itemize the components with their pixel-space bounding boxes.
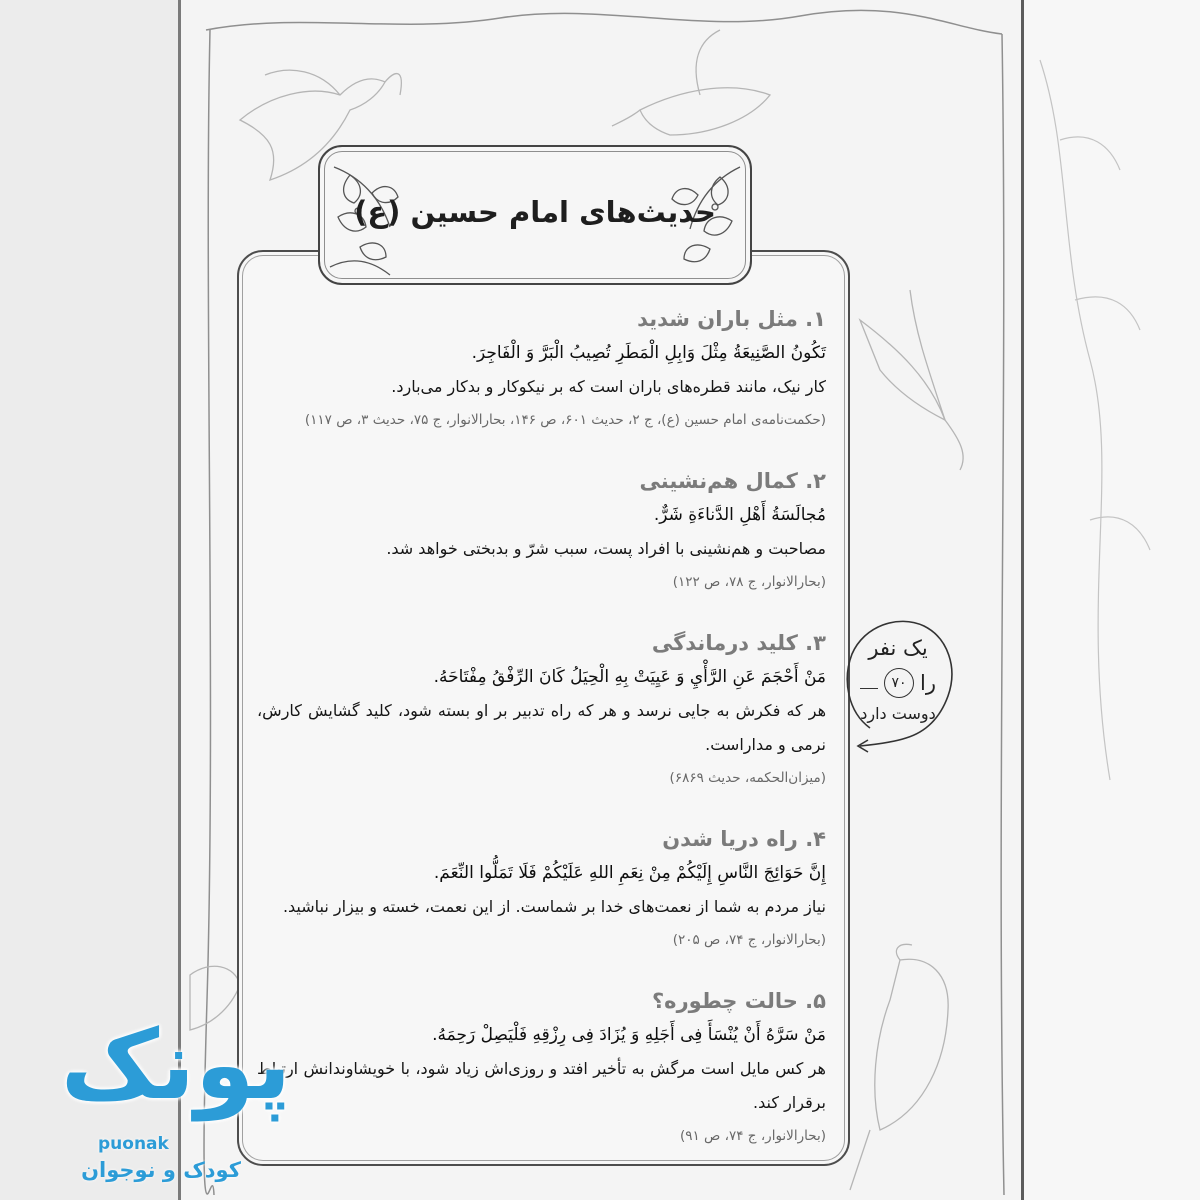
hadith-source: (حکمت‌نامه‌ی امام حسین (ع)، ج ۲، حدیث ۶۰۱، ص ۱۴۶، بحارالانوار، ج ۷۵، حدیث ۳، ص ۱۱۷) [304, 412, 826, 428]
hadith-item-1 [257, 302, 826, 434]
hadith-heading: ۵. حالت چطوره؟ [652, 989, 826, 1013]
hadith-item-3 [257, 626, 826, 792]
side-badge [840, 610, 956, 755]
hadith-source: (بحارالانوار، ج ۷۴، ص ۹۱) [679, 1128, 826, 1144]
bird-sketch-right [860, 290, 963, 470]
hadith-translation: نیاز مردم به شما از نعمت‌های خدا بر شماست. از این نعمت، خسته و بیزار نباشید. [282, 897, 826, 916]
hadith-arabic-text: مَنْ سَرَّهُ أَنْ يُنْسَأَ فِی أَجَلِهِ وَ يُزَادَ فِی رِزْقِهِ فَلْيَصِلْ رَحِمَهُ. [432, 1025, 826, 1045]
logo-tagline: کودک و نوجوان [81, 1158, 241, 1182]
logo-latin-text: puonak [98, 1134, 169, 1154]
hadith-item-5 [257, 984, 826, 1150]
hadith-source: (بحارالانوار، ج ۷۸، ص ۱۲۲) [672, 574, 826, 590]
bird-sketch-top-right [612, 30, 770, 135]
badge-line-3: دوست دارد [860, 704, 936, 723]
hadith-arabic-text: إِنَّ حَوَائِجَ النَّاسِ إِلَيْكُمْ مِنْ نِعَمِ اللهِ عَلَيْكُمْ فَلَا تَمَلُّوا النِّعَمَ. [433, 863, 826, 883]
hadith-arabic-text: تَكُونُ الصَّنِيعَةُ مِثْلَ وَابِلِ الْمَطَرِ تُصِيبُ الْبَرَّ وَ الْفَاجِرَ. [471, 343, 826, 363]
bird-sketch-bottom-right [850, 944, 948, 1190]
hadith-arabic-text: مَنْ أَحْجَمَ عَنِ الرَّأْيِ وَ عَيِيَتْ بِهِ الْحِيَلُ كَانَ الرِّفْقُ مِفْتَاحَهُ. [433, 667, 826, 687]
publisher-logo [36, 1000, 306, 1195]
hadith-translation: هر که فکرش به جایی نرسد و هر که راه تدبیر بر او بسته شود، کلید گشایش کارش، نرمی و مداراست. [257, 701, 826, 754]
page-title: حدیث‌های امام حسین (ع) [354, 195, 716, 229]
plant-sketch-right-page [1040, 60, 1150, 780]
badge-number: ۷۰ [884, 668, 914, 698]
badge-middle-row [840, 668, 956, 698]
hadith-heading: ۲. کمال هم‌نشینی [639, 469, 826, 493]
title-plaque [318, 145, 752, 285]
badge-line-1: یک نفر [868, 636, 928, 660]
hadith-arabic-text: مُجالَسَةُ أَهْلِ الدَّناءَةِ شَرٌّ. [653, 505, 826, 525]
hadith-item-2 [257, 464, 826, 596]
hadith-translation: هر کس مایل است مرگش به تأخیر افتد و روزی‌اش زیاد شود، با خویشاوندانش ارتباط برقرار کند. [257, 1059, 826, 1112]
hadith-list-box [237, 250, 850, 1166]
hadith-heading: ۳. کلید درماندگی [651, 631, 826, 655]
badge-line-2: را [920, 671, 936, 695]
hadith-heading: ۱. مثل باران شدید [637, 307, 826, 331]
hadith-source: (میزان‌الحکمه، حدیث ۶۸۶۹) [669, 770, 826, 786]
hadith-translation: مصاحبت و هم‌نشینی با افراد پست، سبب شرّ و بدبختی خواهد شد. [386, 539, 826, 558]
hadith-heading: ۴. راه دریا شدن [662, 827, 826, 851]
hadith-translation: کار نیک، مانند قطره‌های باران است که بر نیکوکار و بدکار می‌بارد. [391, 377, 826, 396]
badge-blank-line [860, 688, 878, 689]
hadith-item-4 [257, 822, 826, 954]
logo-wordmark: پونک [60, 1009, 292, 1121]
hadith-source: (بحارالانوار، ج ۷۴، ص ۲۰۵) [672, 932, 826, 948]
